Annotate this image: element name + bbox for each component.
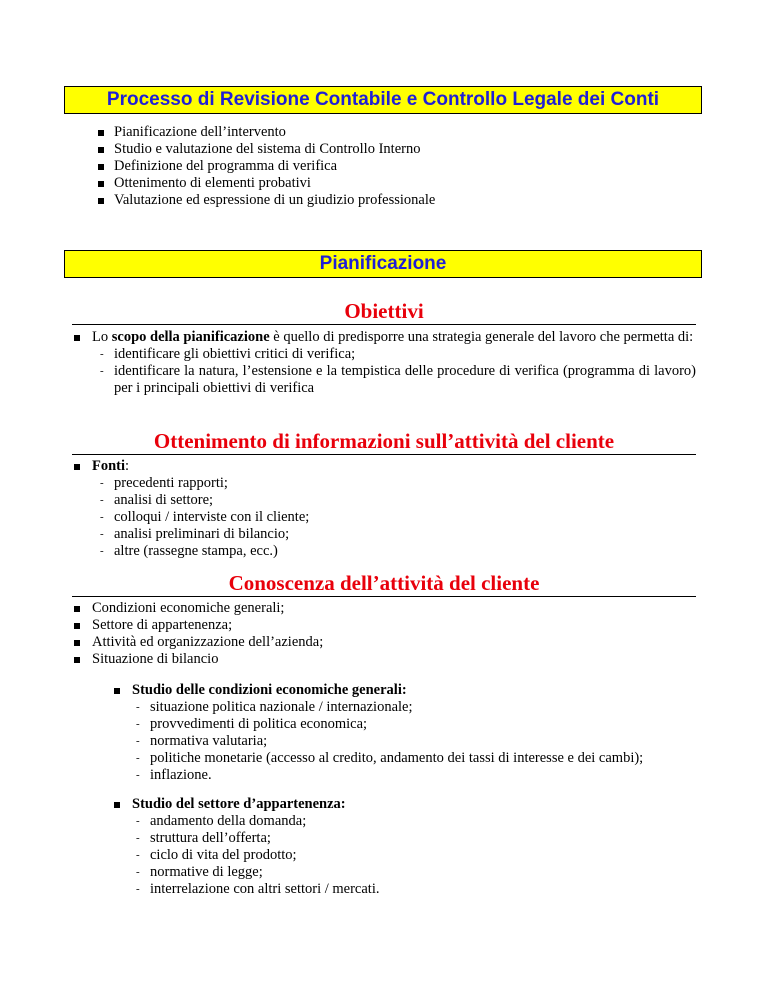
square-bullet-icon bbox=[98, 181, 104, 187]
square-bullet-icon bbox=[98, 130, 104, 136]
planning-header-box bbox=[64, 250, 702, 278]
section-title-obiettivi: Obiettivi bbox=[72, 298, 696, 325]
dash-bullet-icon: - bbox=[100, 528, 104, 540]
dash-bullet-icon: - bbox=[100, 511, 104, 523]
list-item bbox=[92, 634, 323, 651]
informazioni-block bbox=[92, 458, 696, 560]
dash-bullet-icon: - bbox=[136, 866, 140, 878]
dash-bullet-icon: - bbox=[136, 701, 140, 713]
dash-bullet-icon: - bbox=[100, 365, 104, 377]
dash-bullet-icon: - bbox=[100, 477, 104, 489]
list-item bbox=[92, 617, 323, 634]
dash-bullet-icon: - bbox=[100, 494, 104, 506]
list-item-text: identificare la natura, l’estensione e la tempistica delle procedure di verifica (programma di lavoro) per i principali obiettivi di verifica bbox=[114, 363, 696, 396]
list-item-text: provvedimenti di politica economica; bbox=[150, 716, 368, 732]
fonti-bold-text: Fonti bbox=[92, 458, 126, 474]
list-item bbox=[132, 830, 696, 847]
list-item-text: Situazione di bilancio bbox=[92, 651, 219, 667]
list-item-text: interrelazione con altri settori / mercati. bbox=[150, 881, 380, 897]
studio-settore-title: Studio del settore d’appartenenza: bbox=[132, 796, 346, 812]
list-item-text: Pianificazione dell’intervento bbox=[114, 124, 286, 140]
list-item bbox=[132, 733, 696, 750]
square-bullet-icon bbox=[98, 164, 104, 170]
intro-bold-text: scopo della pianificazione bbox=[111, 329, 270, 345]
list-item bbox=[96, 543, 696, 560]
intro-pre-text: Lo bbox=[92, 329, 112, 345]
square-bullet-icon bbox=[74, 606, 80, 612]
obiettivi-block bbox=[92, 329, 696, 397]
list-item-text: Settore di appartenenza; bbox=[92, 617, 233, 633]
studio-condizioni-block bbox=[132, 682, 696, 784]
fonti-suffix: : bbox=[125, 458, 130, 474]
list-item bbox=[114, 141, 435, 158]
main-header-title: Processo di Revisione Contabile e Controllo Legale dei Conti bbox=[106, 89, 660, 110]
square-bullet-icon bbox=[74, 657, 80, 663]
square-bullet-icon bbox=[98, 147, 104, 153]
list-item-text: Condizioni economiche generali; bbox=[92, 600, 285, 616]
list-item-text: normativa valutaria; bbox=[150, 733, 268, 749]
list-item-text: precedenti rapporti; bbox=[114, 475, 228, 491]
list-item bbox=[132, 750, 696, 767]
list-item bbox=[96, 363, 696, 397]
list-item-text: andamento della domanda; bbox=[150, 813, 307, 829]
list-item bbox=[96, 346, 696, 363]
list-item bbox=[96, 475, 696, 492]
list-item bbox=[132, 847, 696, 864]
list-item-text: analisi di settore; bbox=[114, 492, 214, 508]
square-bullet-icon bbox=[74, 640, 80, 646]
list-item bbox=[132, 699, 696, 716]
fonti-label bbox=[92, 458, 696, 475]
list-item bbox=[132, 767, 696, 784]
list-item-text: Ottenimento di elementi probativi bbox=[114, 175, 311, 191]
dash-bullet-icon: - bbox=[136, 752, 140, 764]
fonti-list bbox=[96, 475, 696, 560]
obiettivi-intro bbox=[92, 329, 696, 346]
list-item bbox=[114, 158, 435, 175]
dash-bullet-icon: - bbox=[100, 348, 104, 360]
list-item-text: colloqui / interviste con il cliente; bbox=[114, 509, 310, 525]
list-item-text: Attività ed organizzazione dell’azienda; bbox=[92, 634, 324, 650]
section-title-conoscenza: Conoscenza dell’attività del cliente bbox=[72, 570, 696, 597]
list-item bbox=[132, 881, 696, 898]
obiettivi-list bbox=[96, 346, 696, 397]
dash-bullet-icon: - bbox=[136, 718, 140, 730]
square-bullet-icon bbox=[114, 802, 120, 808]
list-item-text: inflazione. bbox=[150, 767, 212, 783]
section-title-informazioni: Ottenimento di informazioni sull’attività del cliente bbox=[72, 428, 696, 455]
list-item bbox=[114, 175, 435, 192]
list-item-text: analisi preliminari di bilancio; bbox=[114, 526, 290, 542]
conoscenza-list bbox=[92, 600, 323, 668]
list-item-text: politiche monetarie (accesso al credito, andamento dei tassi di interesse e dei cambi); bbox=[150, 750, 644, 766]
dash-bullet-icon: - bbox=[136, 849, 140, 861]
dash-bullet-icon: - bbox=[100, 545, 104, 557]
list-item bbox=[92, 600, 323, 617]
dash-bullet-icon: - bbox=[136, 883, 140, 895]
list-item bbox=[96, 509, 696, 526]
square-bullet-icon bbox=[98, 198, 104, 204]
list-item bbox=[132, 813, 696, 830]
square-bullet-icon bbox=[74, 464, 80, 470]
dash-bullet-icon: - bbox=[136, 735, 140, 747]
list-item-text: identificare gli obiettivi critici di verifica; bbox=[114, 346, 356, 362]
list-item bbox=[92, 651, 323, 668]
list-item-text: Studio e valutazione del sistema di Controllo Interno bbox=[114, 141, 421, 157]
main-header-box bbox=[64, 86, 702, 114]
list-item bbox=[96, 526, 696, 543]
square-bullet-icon bbox=[74, 335, 80, 341]
list-item-text: Definizione del programma di verifica bbox=[114, 158, 338, 174]
list-item-text: altre (rassegne stampa, ecc.) bbox=[114, 543, 278, 559]
list-item bbox=[114, 124, 435, 141]
list-item bbox=[132, 716, 696, 733]
square-bullet-icon bbox=[114, 688, 120, 694]
intro-post-text: è quello di predisporre una strategia generale del lavoro che permetta di: bbox=[269, 329, 694, 345]
process-steps-list bbox=[114, 124, 435, 209]
list-item-text: situazione politica nazionale / internazionale; bbox=[150, 699, 413, 715]
dash-bullet-icon: - bbox=[136, 832, 140, 844]
square-bullet-icon bbox=[74, 623, 80, 629]
list-item-text: ciclo di vita del prodotto; bbox=[150, 847, 297, 863]
list-item-text: struttura dell’offerta; bbox=[150, 830, 271, 846]
studio-condizioni-list bbox=[132, 699, 696, 784]
studio-condizioni-title: Studio delle condizioni economiche generali: bbox=[132, 682, 407, 698]
planning-header-title: Pianificazione bbox=[319, 253, 447, 274]
list-item bbox=[96, 492, 696, 509]
list-item-text: normative di legge; bbox=[150, 864, 263, 880]
dash-bullet-icon: - bbox=[136, 815, 140, 827]
dash-bullet-icon: - bbox=[136, 769, 140, 781]
list-item-text: Valutazione ed espressione di un giudizio professionale bbox=[114, 192, 436, 208]
list-item bbox=[132, 864, 696, 881]
studio-settore-block bbox=[132, 796, 696, 898]
studio-settore-list bbox=[132, 813, 696, 898]
list-item bbox=[114, 192, 435, 209]
